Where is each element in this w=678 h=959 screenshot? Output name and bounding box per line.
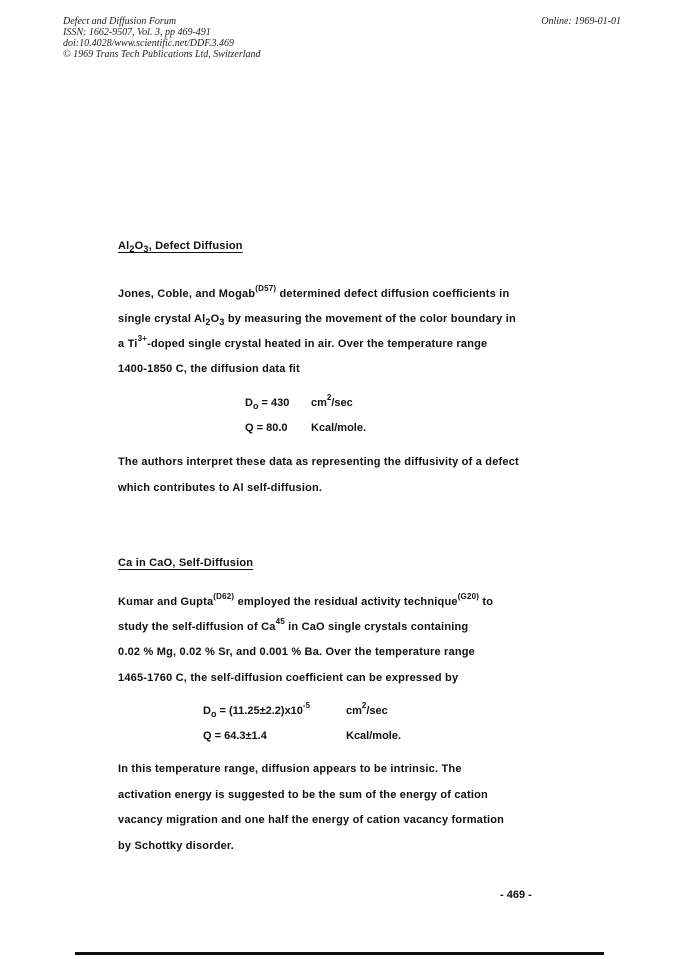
paragraph-line: vacancy migration and one half the energy of cation vacancy formation [118, 814, 505, 826]
paragraph-line: Jones, Coble, and Mogab$^{(D57)}$ determined defect diffusion coefficients in [118, 284, 510, 300]
equation-q: Q = 64.3±1.4 [203, 730, 267, 742]
equation-do: $D_o = (11.25\pm 2.2)x10^{-5}$ [203, 701, 311, 719]
equation-q-unit: Kcal/mole. [311, 422, 367, 434]
paragraph-line: 1465-1760 C, the self-diffusion coefficient can be expressed by [118, 672, 459, 684]
journal-header [63, 16, 261, 60]
paragraph-line: Kumar and Gupta$^{(D62)}$ employed the residual activity technique$^{(G20)}$ to [118, 592, 494, 608]
journal-doi: doi:10.4028/www.scientific.net/DDF.3.469 [63, 38, 235, 49]
journal-copyright: © 1969 Trans Tech Publications Ltd, Switzerland [63, 49, 261, 60]
equation-do: $D_o = 430$ [245, 397, 290, 411]
paragraph-line: The authors interpret these data as representing the diffusivity of a defect [118, 456, 519, 468]
section-heading-cao: Ca in CaO, Self-Diffusion [118, 557, 254, 569]
footer-rule [75, 952, 604, 955]
online-date: Online: 1969-01-01 [541, 16, 621, 27]
paragraph-line: by Schottky disorder. [118, 840, 235, 852]
journal-name: Defect and Diffusion Forum [63, 16, 177, 27]
citation-ref: (D57) [255, 284, 277, 293]
citation-ref: (G20) [457, 592, 480, 601]
page-number: - 469 - [500, 889, 532, 901]
paragraph-line: 1400-1850 C, the diffusion data fit [118, 363, 300, 375]
paragraph-line: In this temperature range, diffusion appears to be intrinsic. The [118, 763, 462, 775]
paragraph-line: single crystal $Al_2O_3$ by measuring the movement of the color boundary in [118, 313, 516, 327]
equation-do-unit: $cm^2/\sec$ [311, 393, 353, 409]
paragraph-line: which contributes to Al self-diffusion. [118, 482, 323, 494]
section-heading-al2o3: $Al_2O_3$, Defect Diffusion [118, 240, 243, 254]
citation-ref: (D62) [213, 592, 235, 601]
equation-q: Q = 80.0 [245, 422, 288, 434]
paragraph-line: a $Ti^{3+}$-doped single crystal heated in air. Over the temperature range [118, 334, 488, 350]
equation-q-unit: Kcal/mole. [346, 730, 402, 742]
paragraph-line: activation energy is suggested to be the sum of the energy of cation [118, 789, 488, 801]
paragraph-line: 0.02 % Mg, 0.02 % Sr, and 0.001 % Ba. Over the temperature range [118, 646, 476, 658]
journal-issn: ISSN: 1662-9507, Vol. 3, pp 469-491 [63, 27, 211, 38]
equation-do-unit: $cm^2/\sec$ [346, 701, 388, 717]
paragraph-line: study the self-diffusion of Ca$^{45}$ in CaO single crystals containing [118, 617, 469, 633]
